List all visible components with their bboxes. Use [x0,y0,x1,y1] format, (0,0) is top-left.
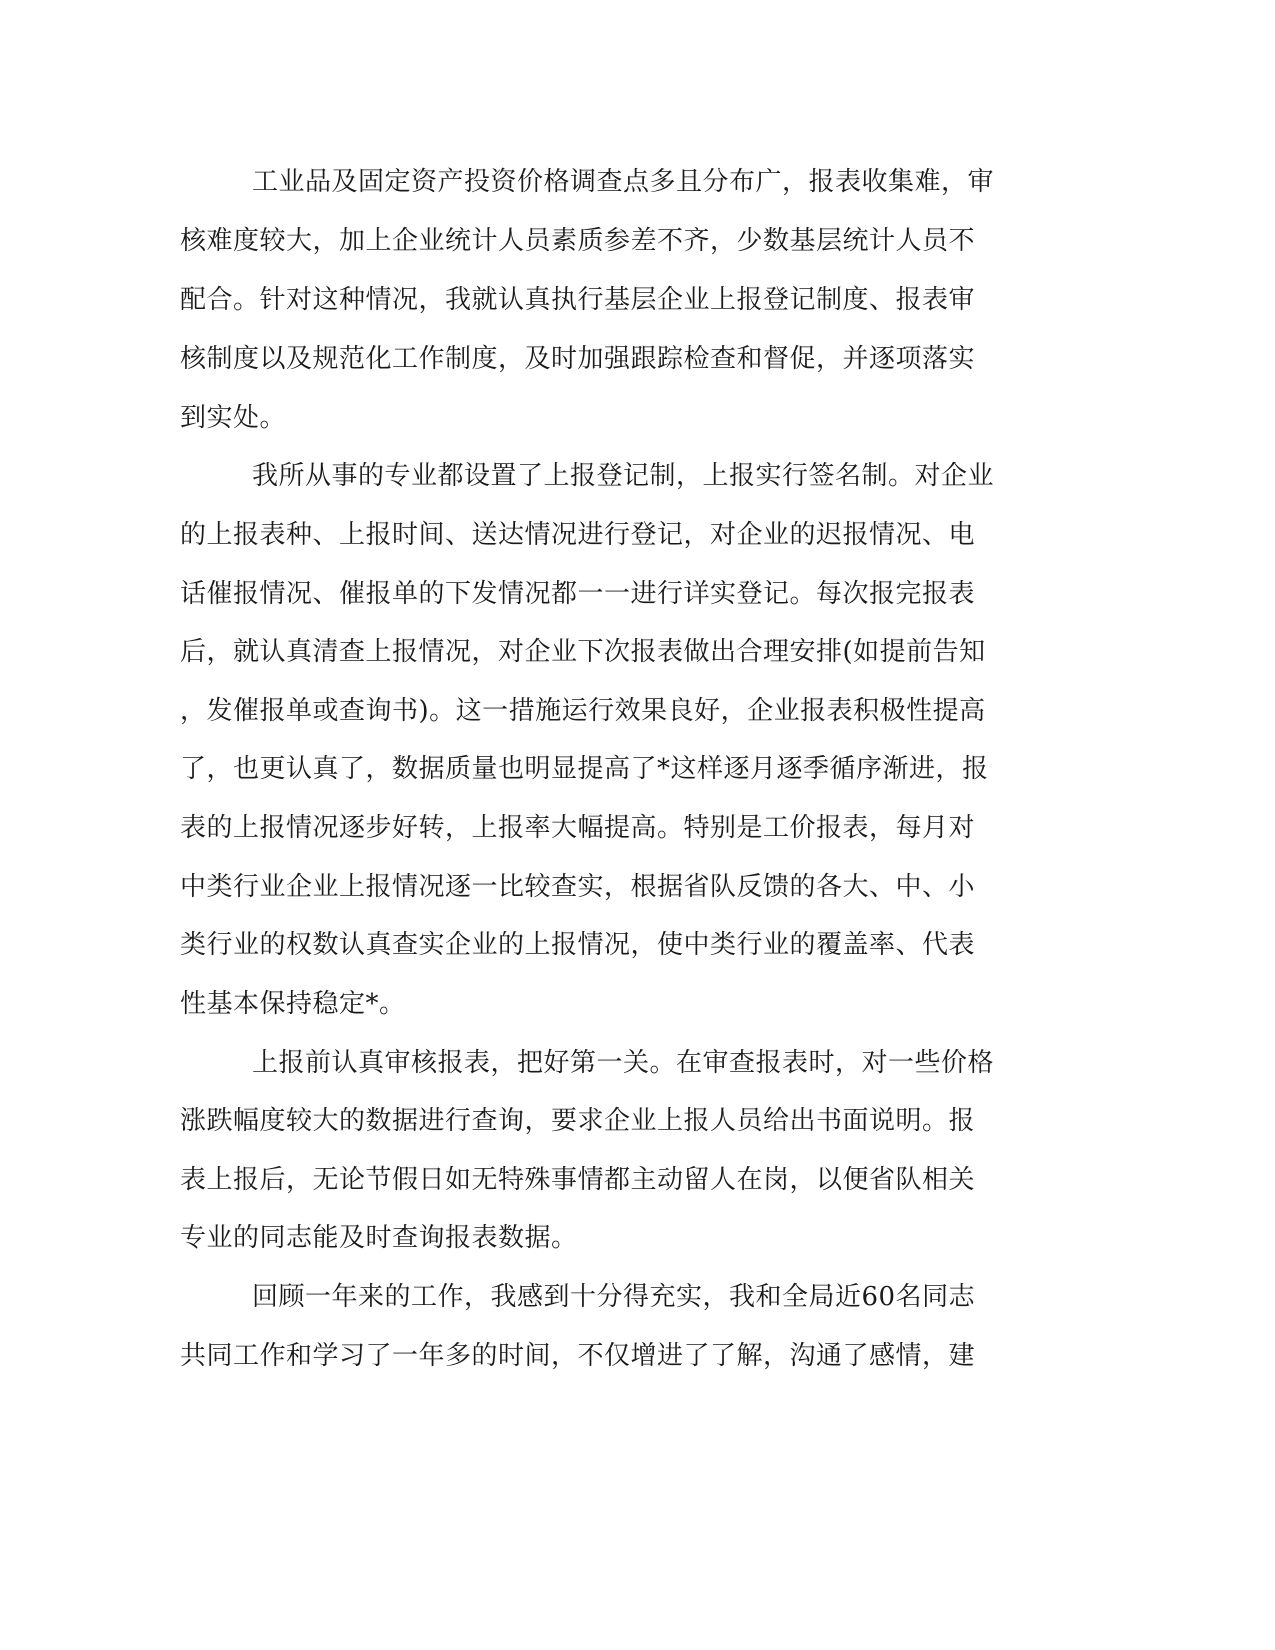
text-line: 上报前认真审核报表，把好第一关。在审查报表时，对一些价格 [252,1048,995,1078]
text-line: 话催报情况、催报单的下发情况都一一进行详实登记。每次报完报表 [180,579,976,609]
text-line: 核制度以及规范化工作制度，及时加强跟踪检查和督促，并逐项落实 [180,344,976,374]
text-line: 涨跌幅度较大的数据进行查询，要求企业上报人员给出书面说明。报 [180,1106,976,1136]
text-line: ，发催报单或查询书)。这一措施运行效果良好，企业报表积极性提高 [180,696,986,726]
text-line: 表上报后，无论节假日如无特殊事情都主动留人在岗，以便省队相关 [180,1165,976,1195]
text-line: 到实处。 [180,403,287,433]
text-line: 了，也更认真了，数据质量也明显提高了*这样逐月逐季循序渐进，报 [180,754,989,784]
text-line: 核难度较大，加上企业统计人员素质参差不齐，少数基层统计人员不 [180,226,976,256]
text-line: 中类行业企业上报情况逐一比较查实，根据省队反馈的各大、中、小 [180,872,976,902]
text-line: 共同工作和学习了一年多的时间，不仅增进了了解，沟通了感情，建 [180,1341,976,1371]
text-line: 我所从事的专业都设置了上报登记制，上报实行签名制。对企业 [252,461,995,491]
text-line: 工业品及固定资产投资价格调查点多且分布广，报表收集难，审 [252,167,995,197]
text-line: 类行业的权数认真查实企业的上报情况，使中类行业的覆盖率、代表 [180,930,976,960]
text-line: 表的上报情况逐步好转，上报率大幅提高。特别是工价报表，每月对 [180,813,976,843]
text-line: 专业的同志能及时查询报表数据。 [180,1223,578,1253]
text-line: 后，就认真清查上报情况，对企业下次报表做出合理安排(如提前告知 [180,637,986,667]
text-line: 的上报表种、上报时间、送达情况进行登记，对企业的迟报情况、电 [180,520,976,550]
text-line: 回顾一年来的工作，我感到十分得充实，我和全局近60名同志 [252,1282,976,1312]
text-line: 配合。针对这种情况，我就认真执行基层企业上报登记制度、报表审 [180,285,976,315]
text-line: 性基本保持稳定*。 [180,989,406,1019]
